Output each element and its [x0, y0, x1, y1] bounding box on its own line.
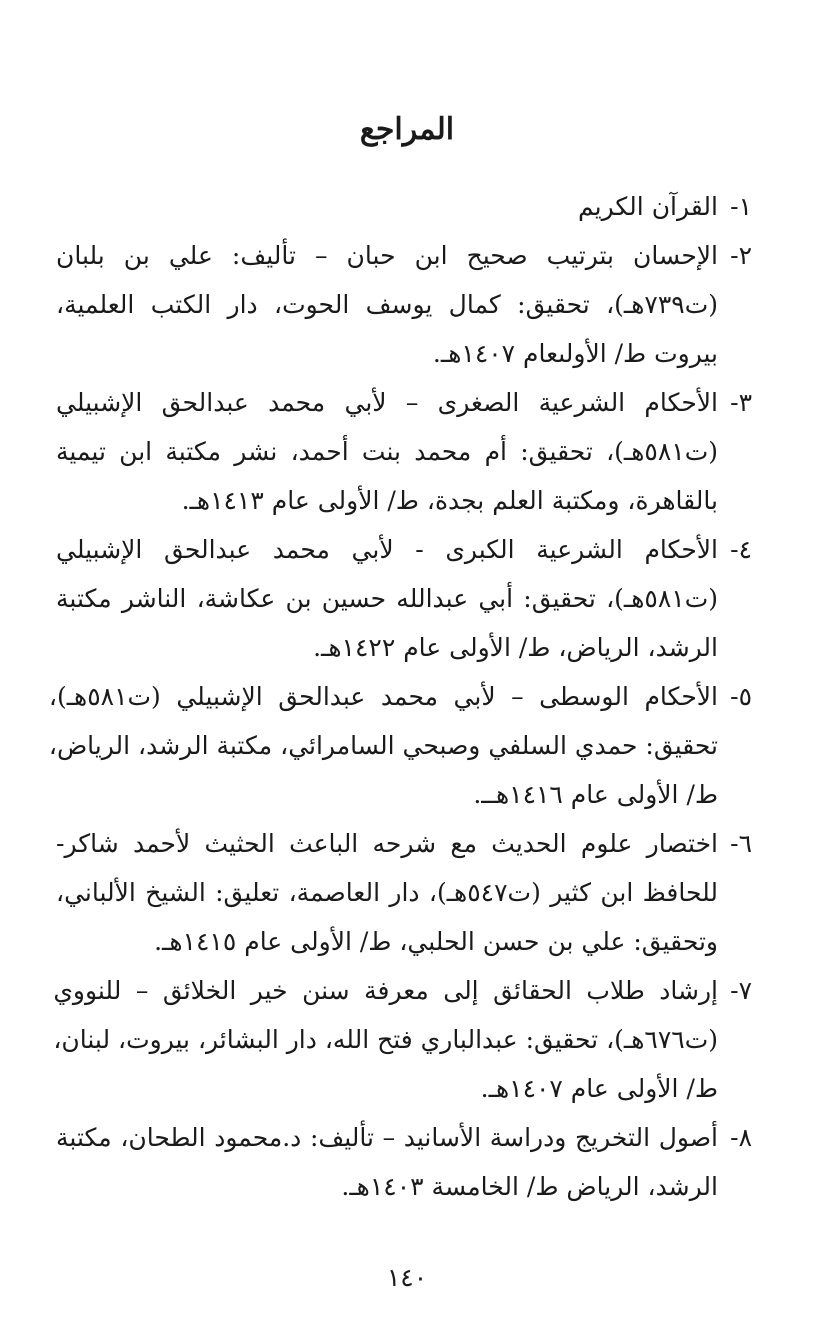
reference-number: ٥- — [730, 682, 752, 711]
reference-item — [56, 182, 752, 231]
reference-line: أصول التخريج ودراسة الأسانيد – تأليف: د.محمود الطحان، مكتبة — [56, 1123, 718, 1152]
reference-item — [56, 378, 752, 525]
reference-line: الرشد، الرياض، ط/ الأولى عام ١٤٢٢هـ. — [313, 633, 718, 662]
reference-text — [56, 378, 718, 525]
reference-number: ٨- — [730, 1123, 752, 1152]
reference-item — [56, 231, 752, 378]
reference-number: ٧- — [730, 976, 752, 1005]
page-title: المراجع — [359, 112, 455, 147]
reference-line: (ت٦٧٦هـ)، تحقيق: عبدالباري فتح الله، دار البشائر، بيروت، لبنان، — [53, 1025, 718, 1054]
reference-text — [49, 672, 718, 819]
reference-number: ٣- — [730, 388, 752, 417]
reference-line: ط/ الأولى عام ١٤٠٧هـ. — [480, 1074, 718, 1103]
reference-line: الرشد، الرياض ط/ الخامسة ١٤٠٣هـ. — [341, 1172, 718, 1201]
reference-item — [48, 672, 752, 819]
reference-text — [56, 819, 718, 966]
reference-line: ط/ الأولى عام ١٤١٦هــ. — [473, 780, 718, 809]
page-number: ١٤٠ — [386, 1263, 428, 1292]
reference-line: القرآن الكريم — [577, 192, 718, 221]
reference-text — [56, 525, 718, 672]
reference-item — [56, 525, 752, 672]
reference-line: (ت٥٨١هـ)، تحقيق: أم محمد بنت أحمد، نشر مكتبة ابن تيمية — [56, 437, 718, 466]
reference-text — [56, 182, 718, 231]
reference-line: إرشاد طلاب الحقائق إلى معرفة سنن خير الخلائق – للنووي — [53, 976, 718, 1005]
reference-line: للحافظ ابن كثير (ت٥٤٧هـ)، دار العاصمة، تعليق: الشيخ الألباني، — [56, 878, 718, 907]
reference-line: تحقيق: حمدي السلفي وصبحي السامرائي، مكتبة الرشد، الرياض، — [48, 731, 718, 760]
reference-line: (ت٥٨١هـ)، تحقيق: أبي عبدالله حسين بن عكاشة، الناشر مكتبة — [56, 584, 718, 613]
reference-item — [56, 819, 752, 966]
reference-number: ٢- — [730, 241, 752, 270]
reference-line: الأحكام الشرعية الكبرى - لأبي محمد عبدالحق الإشبيلي — [56, 535, 718, 564]
reference-line: (ت٧٣٩هـ)، تحقيق: كمال يوسف الحوت، دار الكتب العلمية، — [56, 290, 718, 319]
reference-line: الأحكام الوسطى – لأبي محمد عبدالحق الإشبيلي (ت٥٨١هـ)، — [48, 682, 718, 711]
reference-line: بالقاهرة، ومكتبة العلم بجدة، ط/ الأولى عام ١٤١٣هـ. — [181, 486, 718, 515]
reference-text — [53, 966, 718, 1113]
reference-list — [48, 182, 752, 1211]
reference-line: بيروت ط/ الأولىعام ١٤٠٧هـ. — [432, 339, 718, 368]
reference-text — [56, 1113, 718, 1211]
reference-line: اختصار علوم الحديث مع شرحه الباعث الحثيث لأحمد شاكر- — [56, 829, 718, 858]
reference-number: ٦- — [730, 829, 752, 858]
reference-line: الإحسان بترتيب صحيح ابن حبان – تأليف: علي بن بلبان — [56, 241, 718, 270]
reference-line: وتحقيق: علي بن حسن الحلبي، ط/ الأولى عام ١٤١٥هـ. — [154, 927, 718, 956]
reference-number: ١- — [730, 192, 752, 221]
reference-item — [53, 966, 752, 1113]
reference-line: الأحكام الشرعية الصغرى – لأبي محمد عبدالحق الإشبيلي — [56, 388, 718, 417]
reference-number: ٤- — [730, 535, 752, 564]
reference-item — [56, 1113, 752, 1211]
reference-text — [56, 231, 718, 378]
